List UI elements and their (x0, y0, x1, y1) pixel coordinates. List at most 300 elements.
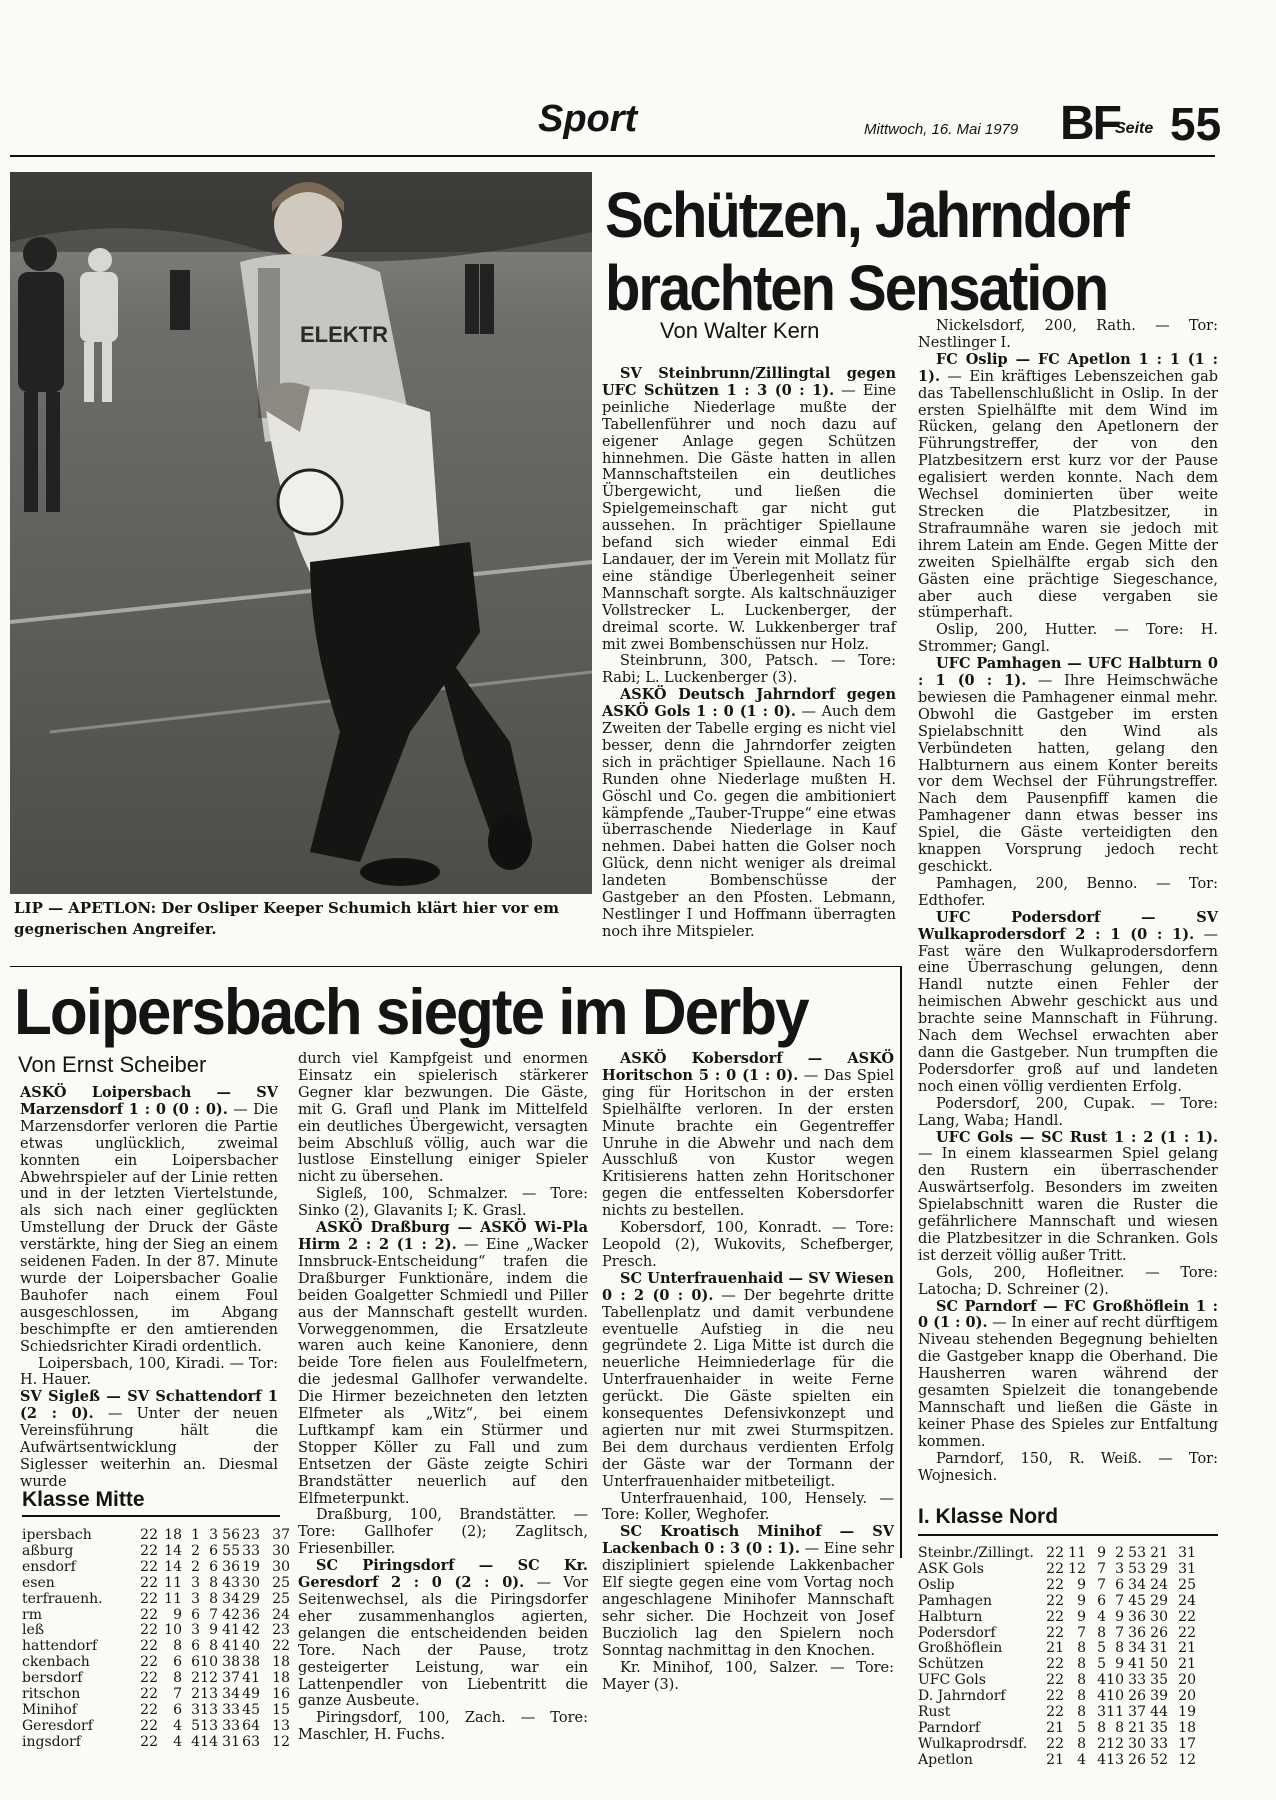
stat-cell: 41 (242, 1670, 260, 1687)
header-rule (10, 155, 1215, 157)
team-name: ingsdorf (22, 1733, 81, 1750)
table-row (22, 1592, 290, 1608)
stat-cell: 22 (140, 1527, 158, 1543)
table-row (918, 1753, 1196, 1769)
stat-cell: 34 (222, 1590, 240, 1607)
stat-cell: 4 (1077, 1751, 1086, 1768)
stat-cell: 7 (173, 1686, 182, 1703)
stat-cell: 22 (1046, 1592, 1064, 1609)
stat-cell: 8 (209, 1638, 218, 1655)
stat-cell: 22 (272, 1638, 290, 1655)
paragraph: Nickelsdorf, 200, Rath. — Tor: Nestlinger I. (918, 318, 1218, 351)
stat-cell: 49 (242, 1686, 260, 1703)
article2-frame-right (900, 966, 902, 1558)
stat-cell: 34 (222, 1686, 240, 1703)
team-name: Rust (918, 1704, 951, 1721)
stat-cell: 11 (164, 1574, 182, 1591)
stat-cell: 6 (209, 1542, 218, 1559)
stat-cell: 22 (1046, 1608, 1064, 1625)
stat-cell: 10 (1106, 1688, 1124, 1705)
stat-cell: 12 (1178, 1751, 1196, 1768)
stat-cell: 24 (1178, 1592, 1196, 1609)
stat-cell: 2 (1115, 1545, 1124, 1561)
table-row (918, 1546, 1196, 1562)
stat-cell: 17 (1178, 1735, 1196, 1752)
table-row (22, 1655, 290, 1671)
stat-cell: 21 (1046, 1719, 1064, 1736)
stat-cell: 11 (164, 1590, 182, 1607)
stat-cell: 4 (173, 1717, 182, 1734)
stat-cell: 12 (1068, 1560, 1086, 1577)
stat-cell: 3 (1115, 1560, 1124, 1577)
stat-cell: 4 (173, 1733, 182, 1750)
stat-cell: 19 (242, 1558, 260, 1575)
table-row (918, 1689, 1196, 1705)
paragraph: ASKÖ Draßburg — ASKÖ Wi-Pla Hirm 2 : 2 (1 : 2). — Eine „Wacker Innsbruck-Entscheidung“ trafen die Draßburger Funktionäre, indem die beiden Goalgetter Schmiedl und Piller aus der Mannschaft gestellt wurden. Vorweggenommen, die Ersatzleute waren auch keine Kanoniere, denn beide Tore fielen aus Foulelfmetern, die jedesmal Gallhofer verwandelte. Die Hirmer bezeichneten den letzten Elfmeter als „Witz“, bei einem Luftkampf kam ein Stürmer und Stopper Köller zu Fall und zum Entsetzen der Gäste zeigte Schiri Brandstätter neuerlich auf den Elfmeterpunkt. (298, 1219, 588, 1507)
stat-cell: 33 (222, 1701, 240, 1718)
table-row (22, 1608, 290, 1624)
stat-cell: 3 (209, 1527, 218, 1543)
stat-cell: 5 (1097, 1656, 1106, 1673)
team-name: ritschon (22, 1686, 81, 1703)
stat-cell: 22 (1178, 1608, 1196, 1625)
stat-cell: 31 (1178, 1560, 1196, 1577)
stat-cell: 22 (1046, 1672, 1064, 1689)
article2-column-3 (602, 1051, 894, 1693)
standings-table-mitte (22, 1528, 290, 1751)
team-name: UFC Gols (918, 1672, 986, 1689)
table-row (22, 1544, 290, 1560)
stat-cell: 6 (1115, 1576, 1124, 1593)
page-label: Seite (1115, 120, 1154, 137)
stat-cell: 3 (191, 1701, 200, 1718)
stat-cell: 29 (1150, 1560, 1168, 1577)
article2-frame-top (10, 966, 900, 973)
stat-cell: 26 (1150, 1624, 1168, 1641)
stat-cell: 22 (1178, 1624, 1196, 1641)
table-row (22, 1623, 290, 1639)
section-title: Sport (538, 98, 638, 140)
stat-cell: 8 (209, 1574, 218, 1591)
paragraph: Gols, 200, Hofleitner. — Tore: Latocha; D. Schreiner (2). (918, 1264, 1218, 1298)
paragraph: Unterfrauenhaid, 100, Hensely. — Tore: Koller, Weghofer. (602, 1490, 894, 1524)
stat-cell: 38 (222, 1654, 240, 1671)
paragraph: SV Steinbrunn/Zillingtal gegen UFC Schützen 1 : 3 (0 : 1). — Eine peinliche Niederlage mußte der Tabellenführer und noch dazu auf eigener Anlage gegen Schützen hinnehmen. Die Gäste hatten in allen Mannschaftsteilen ein deutliches Übergewicht, und ließen die Spielgemeinschaft gar nicht gut aussehen. In prächtiger Spiellaune befand sich wieder einmal Edi Landauer, der im Verein mit Mollatz für eine ständige Überlegenheit seiner Mannschaft sorgte. Als kaltschnäuziger Vollstrecker L. Luckenberger, der dreimal scorte. W. Lukkenberger traf mit zwei Bombenschüssen nur Holz. (602, 365, 896, 653)
stat-cell: 13 (272, 1717, 290, 1734)
stat-cell: 24 (272, 1606, 290, 1623)
headline-line-1: Schützen, Jahrndorf (605, 180, 1128, 252)
stat-cell: 22 (140, 1622, 158, 1639)
stat-cell: 22 (140, 1574, 158, 1591)
stat-cell: 8 (1097, 1719, 1106, 1736)
stat-cell: 7 (1115, 1592, 1124, 1609)
stat-cell: 12 (1106, 1735, 1124, 1752)
stat-cell: 8 (173, 1638, 182, 1655)
stat-cell: 18 (1178, 1719, 1196, 1736)
stat-cell: 45 (1128, 1592, 1146, 1609)
paragraph: Kobersdorf, 100, Konradt. — Tore: Leopold (2), Wukovits, Schefberger, Presch. (602, 1220, 894, 1270)
stat-cell: 8 (1077, 1672, 1086, 1689)
paragraph: Parndorf, 150, R. Weiß. — Tor: Wojnesich. (918, 1450, 1218, 1484)
team-name: Geresdorf (22, 1717, 93, 1734)
stat-cell: 8 (209, 1590, 218, 1607)
stat-cell: 18 (164, 1527, 182, 1543)
stat-cell: 4 (1097, 1751, 1106, 1768)
stat-cell: 9 (209, 1622, 218, 1639)
stat-cell: 6 (173, 1654, 182, 1671)
stat-cell: 22 (140, 1590, 158, 1607)
article1-column-2 (918, 318, 1218, 1485)
standings-title-nord: I. Klasse Nord (918, 1505, 1059, 1528)
stat-cell: 20 (1178, 1672, 1196, 1689)
paragraph: UFC Podersdorf — SV Wulkaprodersdorf 2 : 1 (0 : 1). — Fast wäre den Wulkaprodersdorfern eine Überraschung gelungen, denn Handl nutzte einen Fehler der heimischen Abwehr geschickt aus und brachte seine Mannschaft in Führung. Nach dem Wechsel erwachten aber dann die Gastgeber. Nun trumpften die Podersdorfer groß auf und landeten noch einen völlig verdienten Erfolg. (918, 908, 1218, 1095)
match-photo (10, 172, 592, 894)
paragraph: UFC Pamhagen — UFC Halbturn 0 : 1 (0 : 1). — Ihre Heimschwäche bewiesen die Pamhagener einmal mehr. Obwohl die Gastgeber im ersten Spielabschnitt den Wind als Verbündeten hatten, gelang den Halbturnern aus einem Konter bereits vor dem Wechsel der Führungstreffer. Nach dem Pausenpfiff kamen die Pamhagener dann etwas besser ins Spiel, die Gäste verteidigten den knappen Vorsprung jedoch recht geschickt. (918, 655, 1218, 875)
match-photo-illustration (10, 172, 592, 894)
stat-cell: 11 (1068, 1545, 1086, 1561)
team-name: ipersbach (22, 1527, 92, 1543)
stat-cell: 25 (272, 1590, 290, 1607)
stat-cell: 13 (200, 1686, 218, 1703)
stat-cell: 22 (1046, 1576, 1064, 1593)
stat-cell: 36 (242, 1606, 260, 1623)
stat-cell: 6 (173, 1701, 182, 1718)
stat-cell: 30 (1128, 1735, 1146, 1752)
team-name: ASK Gols (918, 1560, 984, 1577)
stat-cell: 8 (173, 1670, 182, 1687)
newspaper-logo: BF (1060, 97, 1120, 150)
stat-cell: 7 (1097, 1576, 1106, 1593)
headline-line-2: brachten Sensation (605, 252, 1108, 325)
stat-cell: 22 (140, 1733, 158, 1750)
stat-cell: 30 (272, 1558, 290, 1575)
table-row (918, 1657, 1196, 1673)
stat-cell: 30 (272, 1542, 290, 1559)
stat-cell: 36 (1128, 1624, 1146, 1641)
stat-cell: 6 (209, 1558, 218, 1575)
stat-cell: 38 (242, 1654, 260, 1671)
paragraph: Sigleß, 100, Schmalzer. — Tore: Sinko (2), Glavanits I; K. Grasl. (298, 1186, 588, 1220)
stat-cell: 11 (1106, 1704, 1124, 1721)
stat-cell: 23 (272, 1622, 290, 1639)
stat-cell: 9 (1077, 1592, 1086, 1609)
paragraph: SC Unterfrauenhaid — SV Wiesen 0 : 2 (0 : 0). — Der begehrte dritte Tabellenplatz und damit verbundene eventuelle Aufstieg in die neu gegründete 2. Liga Mitte ist durch die neuerliche Heimniederlage für die Unterfrauenhaider in weite Ferne gerückt. Die Gäste spielten ein konsequentes Defensivkonzept und agierten nur mit zwei Sturmspitzen. Bei dem durchaus verdienten Erfolg der Gäste war der Tormann der Unterfrauenhaider mitbeteiligt. (602, 1269, 894, 1490)
paragraph: Podersdorf, 200, Cupak. — Tore: Lang, Waba; Handl. (918, 1095, 1218, 1129)
paragraph: Oslip, 200, Hutter. — Tore: H. Strommer; Gangl. (918, 622, 1218, 656)
table-row (22, 1703, 290, 1719)
stat-cell: 26 (1128, 1688, 1146, 1705)
headline-derby: Loipersbach siegte im Derby (14, 976, 808, 1049)
table-row (918, 1578, 1196, 1594)
stat-cell: 5 (191, 1717, 200, 1734)
shirt-print: ELEKTR (300, 322, 388, 347)
byline-walter-kern: Von Walter Kern (660, 318, 820, 343)
team-name: Minihof (22, 1701, 77, 1718)
stat-cell: 2 (1097, 1735, 1106, 1752)
stat-cell: 42 (222, 1606, 240, 1623)
team-name: hattendorf (22, 1638, 98, 1655)
stat-cell: 21 (1128, 1719, 1146, 1736)
stat-cell: 22 (1046, 1704, 1064, 1721)
issue-date: Mittwoch, 16. Mai 1979 (864, 121, 1019, 138)
stat-cell: 6 (191, 1638, 200, 1655)
paragraph: SC Kroatisch Minihof — SV Lackenbach 0 : 3 (0 : 1). — Eine sehr diszipliniert spielende Lakkenbacher Elf siegte gegen eine vom Vortag noch angeschlagene Minihofer Mannschaft sehr sicher. Die Hochzeit von Josef Bucziolich lag den Spielern noch Sonntag nachmittag in den Knochen. (602, 1523, 894, 1659)
stat-cell: 33 (222, 1717, 240, 1734)
stat-cell: 22 (140, 1670, 158, 1687)
table-row (918, 1610, 1196, 1626)
team-name: aßburg (22, 1542, 74, 1559)
stat-cell: 9 (1077, 1608, 1086, 1625)
stat-cell: 21 (1150, 1545, 1168, 1561)
stat-cell: 3 (1097, 1704, 1106, 1721)
stat-cell: 14 (164, 1542, 182, 1559)
stat-cell: 1 (191, 1527, 200, 1543)
stat-cell: 3 (191, 1590, 200, 1607)
stat-cell: 12 (200, 1670, 218, 1687)
article2-column-1 (20, 1085, 278, 1491)
byline-ernst-scheiber: Von Ernst Scheiber (18, 1052, 207, 1077)
stat-cell: 8 (1077, 1640, 1086, 1657)
team-name: Halbturn (918, 1608, 983, 1625)
stat-cell: 20 (1178, 1688, 1196, 1705)
stat-cell: 7 (209, 1606, 218, 1623)
standings-rule-mitte (22, 1515, 280, 1517)
stat-cell: 22 (1046, 1545, 1064, 1561)
stat-cell: 29 (242, 1590, 260, 1607)
stat-cell: 7 (1115, 1624, 1124, 1641)
stat-cell: 10 (164, 1622, 182, 1639)
team-name: Apetlon (918, 1751, 973, 1768)
stat-cell: 9 (1077, 1576, 1086, 1593)
table-row (918, 1626, 1196, 1642)
team-name: Großhöflein (918, 1640, 1003, 1657)
stat-cell: 9 (1115, 1608, 1124, 1625)
stat-cell: 2 (191, 1670, 200, 1687)
stat-cell: 41 (222, 1622, 240, 1639)
table-row (22, 1639, 290, 1655)
paragraph: ASKÖ Loipersbach — SV Marzensdorf 1 : 0 (0 : 0). — Die Marzensdorfer verloren die Partie etwas unglücklich, zweimal konnten ein Loipersbacher Abwehrspieler auf der Linie retten und in der letzten Viertelstunde, als sich nach einer geglückten Umstellung der Druck der Gäste verstärkte, hing der Sieg an einem seidenen Faden. In der 87. Minute wurde der Loipersbacher Goalie Bauhofer nach einem Foul ausgeschlossen, im Abgang beschimpfte er den amtierenden Schiedsrichter Kiradi ordentlich. (20, 1084, 278, 1355)
table-row (22, 1735, 290, 1751)
stat-cell: 18 (272, 1670, 290, 1687)
stat-cell: 33 (1128, 1672, 1146, 1689)
stat-cell: 21 (1046, 1751, 1064, 1768)
stat-cell: 43 (222, 1574, 240, 1591)
stat-cell: 37 (272, 1527, 290, 1543)
paragraph: Piringsdorf, 100, Zach. — Tore: Maschler, H. Fuchs. (298, 1710, 588, 1744)
stat-cell: 7 (1097, 1560, 1106, 1577)
stat-cell: 53 (1128, 1545, 1146, 1561)
stat-cell: 53 (1128, 1560, 1146, 1577)
team-name: Steinbr./Zillingt. (918, 1545, 1034, 1561)
team-name: ensdorf (22, 1558, 76, 1575)
stat-cell: 31 (1150, 1640, 1168, 1657)
stat-cell: 9 (1097, 1545, 1106, 1561)
team-name: leß (22, 1622, 45, 1639)
stat-cell: 4 (1097, 1688, 1106, 1705)
paragraph: SV Sigleß — SV Schattendorf 1 (2 : 0). — Unter der neuen Vereinsführung hält die Aufwärtsentwicklung der Siglesser weiterhin an. Diesmal wurde (20, 1388, 278, 1490)
table-row (22, 1528, 290, 1544)
stat-cell: 22 (140, 1717, 158, 1734)
stat-cell: 22 (1046, 1624, 1064, 1641)
stat-cell: 12 (272, 1733, 290, 1750)
stat-cell: 63 (242, 1733, 260, 1750)
stat-cell: 44 (1150, 1704, 1168, 1721)
stat-cell: 22 (140, 1638, 158, 1655)
stat-cell: 37 (1128, 1704, 1146, 1721)
stat-cell: 13 (200, 1701, 218, 1718)
paragraph: SC Piringsdorf — SC Kr. Geresdorf 2 : 0 (2 : 0). — Vor Seitenwechsel, als die Piringsdorfer eher zusammenhanglos agierten, gelangen die entscheidenden beiden Tore. Nach der Pause, trotz gesteigerter Leistung, war ein Lattenpendler von Liebentritt die ganze Ausbeute. (298, 1557, 588, 1710)
table-row (918, 1562, 1196, 1578)
team-name: Schützen (918, 1656, 984, 1673)
stat-cell: 4 (1097, 1608, 1106, 1625)
stat-cell: 36 (222, 1558, 240, 1575)
paragraph: durch viel Kampfgeist und enormen Einsatz ein spielerisch stärkerer Gegner klar bezwungen. Die Gäste, mit G. Grafl und Plank im Mittelfeld ein deutliches Übergewicht, versagten beim Abschluß völlig, auch war die lustlose Einstellung einiger Spieler nicht zu übersehen. (298, 1051, 588, 1186)
stat-cell: 4 (1097, 1672, 1106, 1689)
stat-cell: 21 (1046, 1640, 1064, 1657)
stat-cell: 42 (242, 1622, 260, 1639)
team-name: Wulkaprodrsdf. (918, 1735, 1028, 1752)
stat-cell: 35 (1150, 1672, 1168, 1689)
stat-cell: 7 (1077, 1624, 1086, 1641)
stat-cell: 37 (222, 1670, 240, 1687)
stat-cell: 36 (1128, 1608, 1146, 1625)
stat-cell: 6 (1097, 1592, 1106, 1609)
team-name: Podersdorf (918, 1624, 996, 1641)
table-row (918, 1594, 1196, 1610)
paragraph: UFC Gols — SC Rust 1 : 2 (1 : 1). — In einem klassearmen Spiel gelang den Rustern ein überraschender Auswärtserfolg. Besonders im zweiten Spielabschnitt waren die Ruster die gefährlichere Mannschaft und wiesen die Platzbesitzer in die Schranken. Gols ist derzeit völlig außer Tritt. (918, 1128, 1218, 1264)
stat-cell: 34 (1128, 1640, 1146, 1657)
stat-cell: 34 (1128, 1576, 1146, 1593)
stat-cell: 6 (191, 1606, 200, 1623)
stat-cell: 30 (1150, 1608, 1168, 1625)
stat-cell: 22 (1046, 1560, 1064, 1577)
stat-cell: 10 (200, 1654, 218, 1671)
paragraph: FC Oslip — FC Apetlon 1 : 1 (1 : 1). — Ein kräftiges Lebenszeichen gab das Tabellenschlußlicht in Oslip. In der ersten Spielhälfte mit dem Wind im Rücken, gelang den Apetlonern der Führungstreffer, der von den Platzbesitzern erst kurz vor der Pause egalisiert werden konnte. Nach dem Wechsel dominierten über weite Strecken die Platzbesitzer, in Strafraumnähe waren sie jedoch mit ihrem Latein am Ende. Gegen Mitte der zweiten Spielhälfte ergab sich den Gästen eine prächtige Siegeschance, aber auch diese vergaben sie stümperhaft. (918, 350, 1218, 622)
stat-cell: 40 (242, 1638, 260, 1655)
team-name: ckenbach (22, 1654, 90, 1671)
stat-cell: 2 (191, 1542, 200, 1559)
stat-cell: 29 (1150, 1592, 1168, 1609)
team-name: Oslip (918, 1576, 955, 1593)
team-name: D. Jahrndorf (918, 1688, 1006, 1705)
paragraph: Steinbrunn, 300, Patsch. — Tore: Rabi; L. Luckenberger (3). (602, 653, 896, 687)
paragraph: SC Parndorf — FC Großhöflein 1 : 0 (1 : 0). — In einer auf recht dürftigem Niveau stehenden Begegnung behielten die Gastgeber knapp die Oberhand. Die Hausherren waren während der gesamten Spielzeit die tonangebende Mannschaft und ließen die Gäste in keiner Phase des Spieles zur Entfaltung kommen. (918, 1297, 1218, 1450)
stat-cell: 2 (191, 1686, 200, 1703)
paragraph: Draßburg, 100, Brandstätter. — Tore: Gallhofer (2); Zaglitsch, Friesenbiller. (298, 1507, 588, 1558)
stat-cell: 22 (1046, 1656, 1064, 1673)
paragraph: Pamhagen, 200, Benno. — Tor: Edthofer. (918, 875, 1218, 909)
stat-cell: 22 (140, 1686, 158, 1703)
table-row (22, 1576, 290, 1592)
standings-table-nord (918, 1546, 1196, 1769)
photo-caption: LIP — APETLON: Der Osliper Keeper Schumich klärt hier vor em gegnerischen Angreifer. (14, 899, 560, 938)
stat-cell: 13 (200, 1717, 218, 1734)
stat-cell: 64 (242, 1717, 260, 1734)
table-row (22, 1687, 290, 1703)
article2-column-2 (298, 1051, 588, 1744)
stat-cell: 56 (222, 1527, 240, 1543)
stat-cell: 16 (272, 1686, 290, 1703)
paragraph: ASKÖ Deutsch Jahrndorf gegen ASKÖ Gols 1 : 0 (1 : 0). — Auch dem Zweiten der Tabelle erging es nicht viel besser, denn die Jahrndorfer zeigten sich in prächtiger Spiellaune. Nach 16 Runden ohne Niederlage mußten H. Göschl und Co. gegen die ambitioniert kämpfende „Tauber-Truppe“ eine etwas überraschende Niederlage in Kauf nehmen. Dabei hatten die Golser noch Glück, denn nicht weniger als dreimal landeten Bombenschüsse der Gastgeber an den Pfosten. Lebmann, Nestlinger I und Hoffmann überragten noch ihre Mitspieler. (602, 686, 896, 940)
stat-cell: 18 (272, 1654, 290, 1671)
table-row (918, 1673, 1196, 1689)
stat-cell: 14 (200, 1733, 218, 1750)
stat-cell: 31 (222, 1733, 240, 1750)
stat-cell: 15 (272, 1701, 290, 1718)
stat-cell: 2 (191, 1558, 200, 1575)
stat-cell: 23 (242, 1527, 260, 1543)
stat-cell: 22 (140, 1701, 158, 1718)
stat-cell: 8 (1077, 1688, 1086, 1705)
stat-cell: 10 (1106, 1672, 1124, 1689)
stat-cell: 8 (1077, 1704, 1086, 1721)
table-row (918, 1737, 1196, 1753)
stat-cell: 19 (1178, 1704, 1196, 1721)
stat-cell: 4 (191, 1733, 200, 1750)
stat-cell: 8 (1115, 1640, 1124, 1657)
team-name: terfrauenh. (22, 1590, 103, 1607)
stat-cell: 45 (242, 1701, 260, 1718)
table-row (918, 1641, 1196, 1657)
team-name: bersdorf (22, 1670, 83, 1687)
stat-cell: 3 (191, 1622, 200, 1639)
paragraph: Kr. Minihof, 100, Salzer. — Tore: Mayer (3). (602, 1659, 894, 1693)
stat-cell: 5 (1077, 1719, 1086, 1736)
article1-column-1 (602, 366, 896, 941)
stat-cell: 22 (1046, 1688, 1064, 1705)
stat-cell: 35 (1150, 1719, 1168, 1736)
table-row (22, 1671, 290, 1687)
stat-cell: 52 (1150, 1751, 1168, 1768)
stat-cell: 9 (173, 1606, 182, 1623)
stat-cell: 33 (1150, 1735, 1168, 1752)
table-row (918, 1721, 1196, 1737)
stat-cell: 26 (1128, 1751, 1146, 1768)
paragraph: ASKÖ Kobersdorf — ASKÖ Horitschon 5 : 0 (1 : 0). — Das Spiel ging für Horitschon in der ersten Spielhälfte verloren. In der ersten Minute brachte ein Gegentreffer Unruhe in die Abwehr und nach dem Ausschluß von Kustor wegen Kritisierens hatten zehn Horitschoner gegen die entfesselten Kobersdorfer nichts zu bestellen. (602, 1050, 894, 1220)
stat-cell: 13 (1106, 1751, 1124, 1768)
stat-cell: 22 (140, 1606, 158, 1623)
stat-cell: 21 (1178, 1640, 1196, 1657)
stat-cell: 21 (1178, 1656, 1196, 1673)
stat-cell: 8 (1115, 1719, 1124, 1736)
stat-cell: 22 (140, 1654, 158, 1671)
stat-cell: 6 (191, 1654, 200, 1671)
stat-cell: 8 (1077, 1656, 1086, 1673)
page-number: 55 (1170, 98, 1222, 150)
stat-cell: 14 (164, 1558, 182, 1575)
table-row (918, 1705, 1196, 1721)
stat-cell: 9 (1115, 1656, 1124, 1673)
team-name: Parndorf (918, 1719, 981, 1736)
stat-cell: 5 (1097, 1640, 1106, 1657)
stat-cell: 30 (242, 1574, 260, 1591)
stat-cell: 25 (272, 1574, 290, 1591)
team-name: Pamhagen (918, 1592, 993, 1609)
stat-cell: 24 (1150, 1576, 1168, 1593)
stat-cell: 41 (1128, 1656, 1146, 1673)
stat-cell: 8 (1077, 1735, 1086, 1752)
table-row (22, 1719, 290, 1735)
paragraph: Loipersbach, 100, Kiradi. — Tor: H. Hauer. (20, 1355, 278, 1389)
stat-cell: 25 (1178, 1576, 1196, 1593)
stat-cell: 22 (140, 1542, 158, 1559)
team-name: rm (22, 1606, 42, 1623)
team-name: esen (22, 1574, 55, 1591)
stat-cell: 39 (1150, 1688, 1168, 1705)
stat-cell: 31 (1178, 1545, 1196, 1561)
stat-cell: 22 (140, 1558, 158, 1575)
standings-title-mitte: Klasse Mitte (22, 1488, 145, 1511)
